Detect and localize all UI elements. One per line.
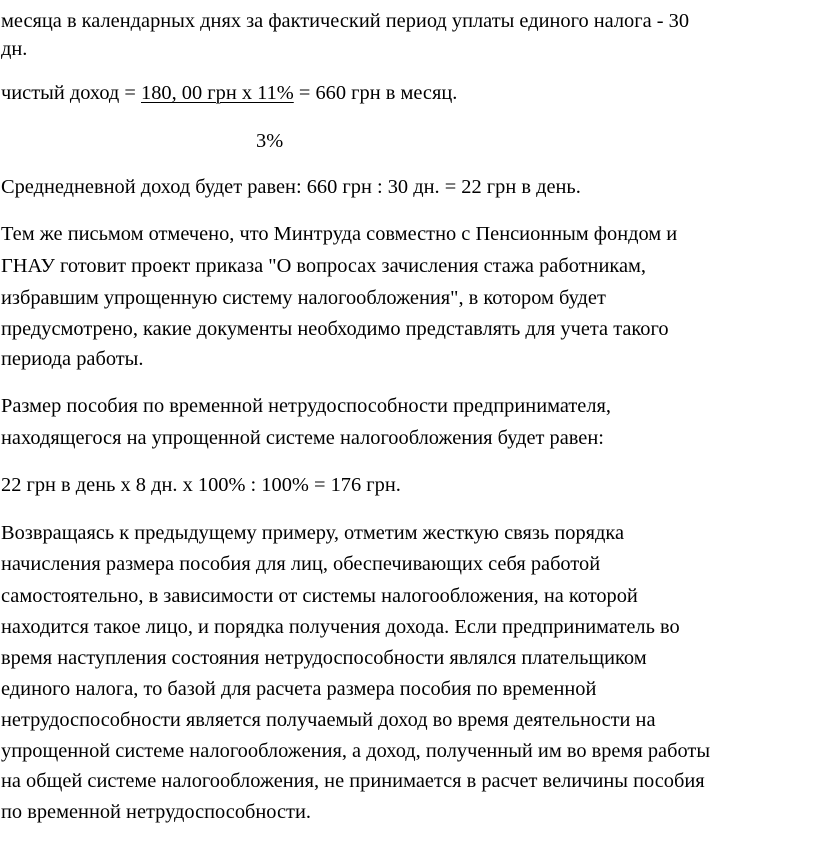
formula-numerator: 180, 00 грн х 11% [141, 82, 294, 104]
formula-suffix: = 660 грн в месяц. [293, 82, 458, 104]
text-line: предусмотрено, какие документы необходимо представлять для учета такого [1, 318, 669, 340]
text-line: Размер пособия по временной нетрудоспособности предпринимателя, [1, 395, 612, 417]
formula-line [1, 80, 457, 106]
formula-denominator: 3% [256, 130, 284, 152]
text-line: упрощенной системе налогообложения, а доход, полученный им во время работы [1, 740, 711, 762]
text-line: самостоятельно, в зависимости от системы налогообложения, на которой [1, 585, 638, 607]
text-line: 22 грн в день х 8 дн. х 100% : 100% = 176 грн. [1, 474, 401, 496]
text-line: по временной нетрудоспособности. [1, 801, 311, 823]
text-line: Тем же письмом отмечено, что Минтруда совместно с Пенсионным фондом и [1, 223, 678, 245]
text-line: единого налога, то базой для расчета размера пособия по временной [1, 678, 597, 700]
text-line: находится такое лицо, и порядка получения дохода. Если предприниматель во [1, 616, 680, 638]
text-line: избравшим упрощенную систему налогообложения", в котором будет [1, 287, 606, 309]
formula-prefix: чистый доход = [1, 82, 141, 104]
text-line: нетрудоспособности является получаемый доход во время деятельности на [1, 709, 656, 731]
text-line: дн. [1, 38, 28, 60]
text-line: Среднедневной доход будет равен: 660 грн : 30 дн. = 22 грн в день. [1, 176, 581, 198]
text-line: начисления размера пособия для лиц, обеспечивающих себя работой [1, 553, 601, 575]
text-line: месяца в календарных днях за фактический период уплаты единого налога - 30 [1, 10, 690, 32]
text-line: время наступления состояния нетрудоспособности являлся плательщиком [1, 647, 647, 669]
text-line: ГНАУ готовит проект приказа "О вопросах зачисления стажа работникам, [1, 255, 647, 277]
text-line: находящегося на упрощенной системе налогообложения будет равен: [1, 427, 604, 449]
text-line: Возвращаясь к предыдущему примеру, отметим жесткую связь порядка [1, 522, 625, 544]
text-line: периода работы. [1, 348, 144, 370]
text-line: на общей системе налогообложения, не принимается в расчет величины пособия [1, 770, 705, 792]
